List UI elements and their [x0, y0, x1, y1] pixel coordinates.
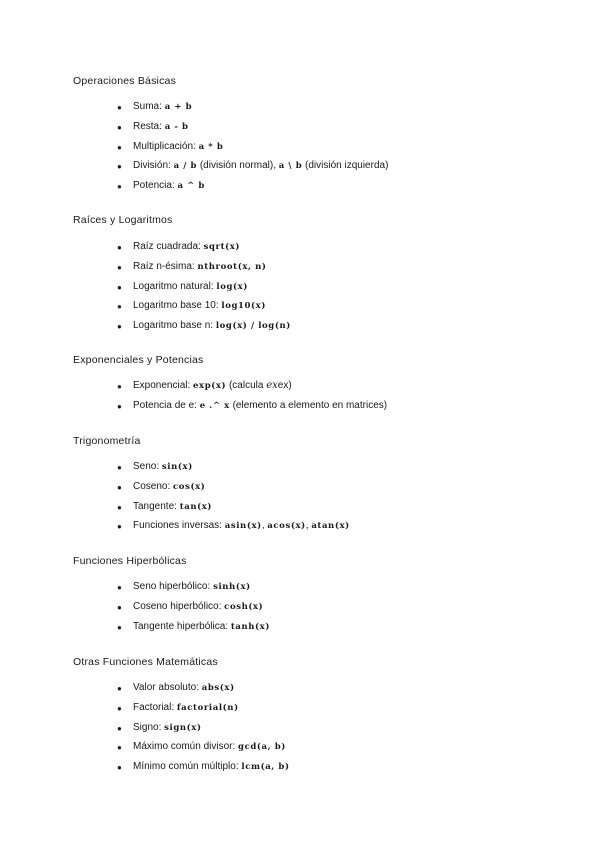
item-label: Multiplicación: — [133, 140, 199, 152]
item-note: ex) — [277, 380, 292, 391]
code-snippet: tan(x) — [179, 501, 213, 512]
item-label: Potencia: — [133, 180, 178, 192]
bullet-icon: ● — [117, 302, 122, 312]
list-item — [117, 379, 387, 399]
item-note: (división normal), — [197, 160, 279, 172]
bullet-icon: ● — [117, 763, 122, 773]
item-label: Logaritmo base n: — [133, 320, 216, 332]
code-snippet: log(x) — [216, 281, 248, 292]
bullet-icon: ● — [117, 583, 122, 592]
item-label: Resta: — [133, 120, 165, 132]
bullet-icon: ● — [117, 482, 122, 492]
bullet-icon: ● — [117, 703, 122, 713]
item-label: Mínimo común múltiplo: — [133, 761, 242, 773]
list-item — [117, 319, 291, 339]
code-snippet: e .^ x — [199, 400, 230, 411]
code-snippet: abs(x) — [201, 683, 235, 693]
section-operaciones-basicas — [73, 74, 573, 192]
list-item — [117, 299, 291, 319]
bullet-icon: ● — [117, 182, 122, 192]
code-snippet: nthroot(x, n) — [197, 261, 267, 272]
bullet-icon: ● — [117, 743, 122, 753]
item-label: Tangente: — [133, 500, 180, 512]
code-snippet: a \ b — [278, 161, 303, 172]
section-heading: Funciones Hiperbólicas — [73, 555, 187, 567]
code-snippet: a / b — [173, 161, 198, 172]
code-snippet: a - b — [164, 121, 189, 132]
item-label: Seno hiperbólico: — [133, 581, 214, 592]
item-label: Coseno: — [133, 480, 174, 492]
code-snippet: tanh(x) — [230, 621, 270, 632]
bullet-list — [117, 240, 291, 339]
code-snippet: sin(x) — [161, 462, 193, 472]
list-item — [117, 580, 270, 600]
list-item — [117, 240, 291, 260]
item-label: Tangente hiperbólica: — [133, 620, 231, 632]
code-snippet: sinh(x) — [213, 582, 251, 592]
list-item — [117, 721, 290, 741]
code-snippet: log(x) / log(n) — [215, 321, 291, 332]
section-otras-funciones — [73, 655, 573, 773]
section-hiperbolicas — [73, 554, 573, 632]
bullet-icon: ● — [117, 382, 122, 391]
list-item — [117, 280, 291, 300]
list-item — [117, 760, 290, 780]
code-snippet: atan(x) — [311, 521, 350, 532]
item-label: Logaritmo natural: — [133, 280, 217, 292]
item-note: (división izquierda) — [302, 160, 389, 172]
code-snippet: lcm(a, b) — [241, 762, 290, 773]
bullet-icon: ● — [117, 282, 122, 292]
bullet-list — [117, 100, 389, 199]
code-snippet: cos(x) — [173, 481, 206, 492]
bullet-icon: ● — [117, 401, 122, 411]
item-label: Valor absoluto: — [133, 682, 202, 693]
code-snippet: gcd(a, b) — [238, 742, 286, 753]
list-item — [117, 740, 290, 760]
math-expression: ex — [266, 380, 278, 391]
section-exponenciales — [73, 353, 573, 411]
code-snippet: asin(x) — [224, 521, 262, 532]
section-heading: Otras Funciones Matemáticas — [73, 656, 218, 668]
code-snippet: acos(x) — [267, 521, 306, 532]
item-note: , — [305, 520, 312, 532]
bullet-icon: ● — [117, 243, 122, 252]
code-snippet: cosh(x) — [224, 601, 264, 612]
section-heading: Operaciones Básicas — [73, 75, 177, 87]
bullet-list — [117, 460, 350, 539]
section-heading: Exponenciales y Potencias — [73, 354, 204, 366]
list-item — [117, 100, 388, 120]
bullet-icon: ● — [117, 684, 122, 693]
list-item — [117, 159, 389, 179]
list-item — [117, 500, 350, 520]
list-item — [117, 120, 388, 140]
bullet-icon: ● — [117, 602, 122, 612]
item-note: , — [261, 520, 268, 532]
bullet-list — [117, 379, 388, 419]
list-item — [117, 460, 350, 480]
code-snippet: a + b — [164, 102, 193, 112]
bullet-icon: ● — [117, 322, 122, 332]
item-label: Factorial: — [133, 701, 177, 713]
list-item — [117, 519, 350, 539]
item-label: Raíz n-ésima: — [133, 260, 198, 272]
code-snippet: log10(x) — [221, 301, 266, 312]
item-note: (calcula — [226, 380, 267, 391]
section-trigonometria — [73, 434, 573, 532]
item-label: Seno: — [133, 461, 162, 472]
bullet-icon: ● — [117, 463, 122, 472]
bullet-list — [117, 681, 290, 780]
bullet-icon: ● — [117, 142, 122, 152]
item-label: Signo: — [133, 721, 165, 733]
item-label: Logaritmo base 10: — [133, 300, 222, 312]
item-label: División: — [133, 160, 174, 172]
code-snippet: sqrt(x) — [203, 242, 241, 252]
item-label: Máximo común divisor: — [133, 741, 239, 753]
item-label: Raíz cuadrada: — [133, 241, 204, 252]
bullet-icon: ● — [117, 262, 122, 272]
code-snippet: a ^ b — [177, 181, 205, 192]
section-heading: Raíces y Logaritmos — [73, 214, 173, 226]
item-label: Coseno hiperbólico: — [133, 600, 225, 612]
list-item — [117, 260, 291, 280]
code-snippet: a * b — [198, 141, 224, 152]
list-item — [117, 620, 270, 640]
bullet-icon: ● — [117, 723, 122, 733]
list-item — [117, 179, 388, 199]
item-label: Potencia de e: — [133, 399, 200, 411]
section-heading: Trigonometría — [73, 435, 141, 447]
bullet-icon: ● — [117, 522, 122, 532]
bullet-list — [117, 580, 270, 639]
list-item — [117, 140, 388, 160]
list-item — [117, 600, 270, 620]
list-item — [117, 681, 290, 701]
list-item — [117, 399, 388, 419]
bullet-icon: ● — [117, 622, 122, 632]
bullet-icon: ● — [117, 502, 122, 512]
item-label: Exponencial: — [133, 380, 194, 391]
bullet-icon: ● — [117, 122, 122, 132]
bullet-icon: ● — [117, 103, 122, 112]
bullet-icon: ● — [117, 162, 122, 172]
item-label: Funciones inversas: — [133, 520, 225, 532]
code-snippet: sign(x) — [164, 722, 202, 733]
section-raices-logaritmos — [73, 213, 573, 332]
code-snippet: factorial(n) — [176, 702, 239, 713]
list-item — [117, 701, 290, 721]
item-label: Suma: — [133, 101, 165, 112]
list-item — [117, 480, 350, 500]
code-snippet: exp(x) — [193, 381, 227, 391]
item-note: (elemento a elemento en matrices) — [229, 399, 388, 411]
